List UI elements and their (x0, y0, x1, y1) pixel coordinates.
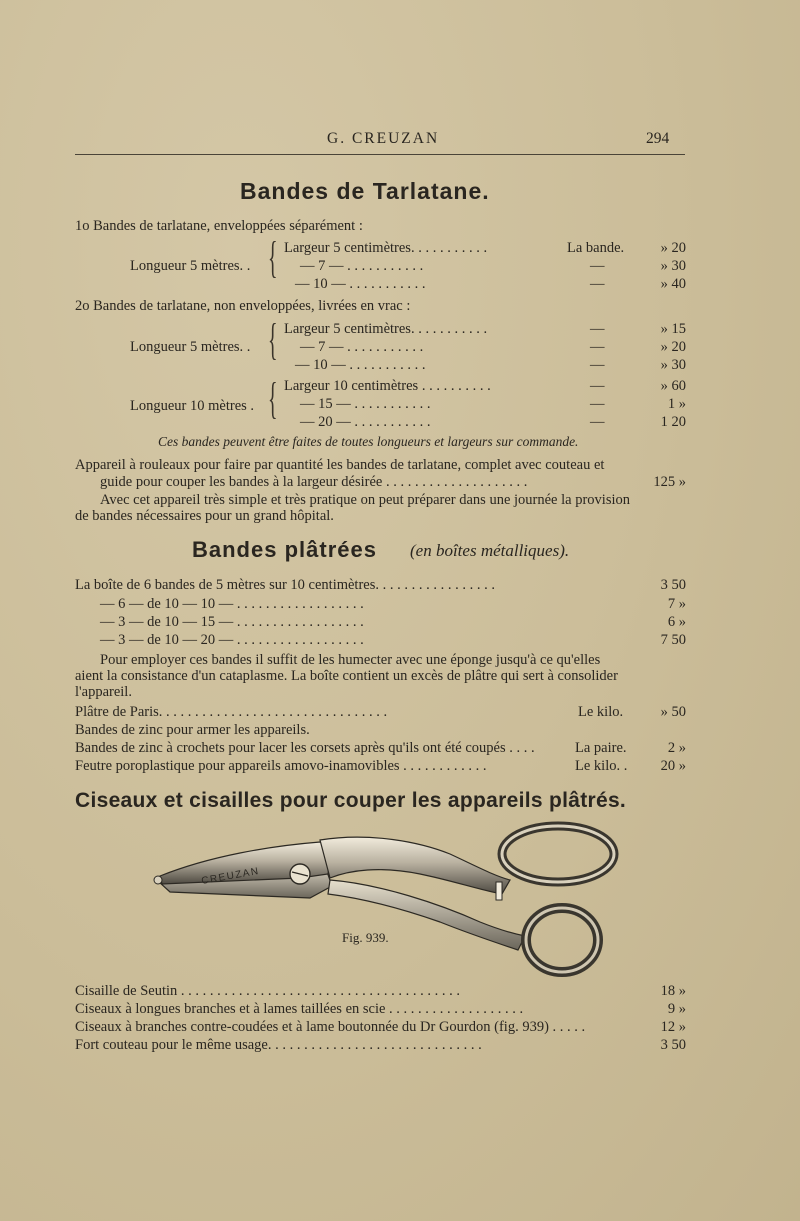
platrees-row: — 3 — de 10 — 15 — . . . . . . . . . . . . . . . . . . (100, 614, 364, 630)
header-rule (75, 154, 685, 155)
item-price: » 50 (660, 704, 686, 720)
row-desc: Largeur 5 centimètres. . . . . . . . . . . (284, 321, 488, 337)
row-desc: — 20 — . . . . . . . . . . . (300, 414, 431, 430)
row-unit: — (590, 258, 605, 274)
row-price: » 20 (660, 339, 686, 355)
row-unit: La bande. (567, 240, 625, 256)
row-price: 1 20 (660, 414, 686, 430)
item-desc: Bandes de zinc à crochets pour lacer les corsets après qu'ils ont été coupés . . . . (75, 740, 535, 756)
platrees-price: 7 50 (660, 632, 686, 648)
row-price: » 30 (660, 258, 686, 274)
platrees-para-line1: Pour employer ces bandes il suffit de les humecter avec une éponge jusqu'à ce qu'elles (100, 652, 601, 668)
ciseaux-price: 3 50 (660, 1037, 686, 1053)
ciseaux-price: 9 » (667, 1001, 686, 1017)
ciseaux-item: Cisaille de Seutin . . . . . . . . . . . . . . . . . . . . . . . . . . . . . . . . . . . . . . . (75, 983, 461, 999)
row-price: » 60 (660, 378, 686, 394)
row-desc: — 10 — . . . . . . . . . . . (295, 357, 426, 373)
appareil-para-line1: Avec cet appareil très simple et très pratique on peut préparer dans une journée la provision (100, 492, 630, 508)
item-desc: Plâtre de Paris. . . . . . . . . . . . . . . . . . . . . . . . . . . . . . . . (75, 704, 388, 720)
ciseaux-price: 18 » (660, 983, 686, 999)
row-unit: — (590, 396, 605, 412)
row-desc: Largeur 5 centimètres. . . . . . . . . . . (284, 240, 488, 256)
ciseaux-price: 12 » (660, 1019, 686, 1035)
group-label-2: Longueur 5 mètres. . (130, 339, 251, 355)
platrees-price: 6 » (667, 614, 686, 630)
item-price: 20 » (660, 758, 686, 774)
row-desc: — 7 — . . . . . . . . . . . (300, 339, 424, 355)
platrees-para-line3: l'appareil. (75, 684, 132, 700)
brace-3: { (268, 374, 278, 423)
row-unit: — (590, 414, 605, 430)
item-desc: Bandes de zinc pour armer les appareils. (75, 722, 310, 738)
platrees-price: 3 50 (660, 577, 686, 593)
section-title-platrees: Bandes plâtrées (192, 537, 377, 562)
scissors-illustration (150, 818, 620, 988)
subsection-heading-2: 2o Bandes de tarlatane, non enveloppées, livrées en vrac : (75, 298, 411, 314)
section-title-tarlatane: Bandes de Tarlatane. (240, 178, 490, 204)
row-unit: — (590, 339, 605, 355)
row-unit: — (590, 276, 605, 292)
row-desc: — 7 — . . . . . . . . . . . (300, 258, 424, 274)
row-unit: — (590, 321, 605, 337)
running-header-author: G. CREUZAN (327, 130, 440, 147)
italic-note: Ces bandes peuvent être faites de toutes longueurs et largeurs sur commande. (158, 434, 579, 449)
platrees-para-line2: aient la consistance d'un cataplasme. La boîte contient un excès de plâtre qui sert à consolider (75, 668, 618, 684)
appareil-line1: Appareil à rouleaux pour faire par quantité les bandes de tarlatane, complet avec couteau et (75, 457, 605, 473)
platrees-row: La boîte de 6 bandes de 5 mètres sur 10 centimètres. . . . . . . . . . . . . . . . . (75, 577, 495, 593)
group-label-3: Longueur 10 mètres . (130, 398, 255, 414)
row-price: » 20 (660, 240, 686, 256)
row-price: 1 » (667, 396, 686, 412)
platrees-price: 7 » (667, 596, 686, 612)
page-number: 294 (646, 130, 670, 147)
figure-caption: Fig. 939. (342, 930, 389, 945)
ciseaux-item: Fort couteau pour le même usage. . . . . . . . . . . . . . . . . . . . . . . . . . . . . . (75, 1037, 482, 1053)
group-label-1: Longueur 5 mètres. . (130, 258, 251, 274)
ciseaux-item: Ciseaux à longues branches et à lames taillées en scie . . . . . . . . . . . . . . . . . . . (75, 1001, 524, 1017)
appareil-para-line2: de bandes nécessaires pour un grand hôpital. (75, 508, 334, 524)
row-desc: — 10 — . . . . . . . . . . . (295, 276, 426, 292)
row-unit: — (590, 357, 605, 373)
item-unit: La paire. (575, 740, 627, 756)
item-unit: Le kilo. (578, 704, 624, 720)
section-subtitle-platrees: (en boîtes métalliques). (410, 541, 570, 560)
item-desc: Feutre poroplastique pour appareils amovo-inamovibles . . . . . . . . . . . . (75, 758, 487, 774)
subsection-heading-1: 1o Bandes de tarlatane, enveloppées séparément : (75, 218, 363, 234)
platrees-row: — 6 — de 10 — 10 — . . . . . . . . . . . . . . . . . . (100, 596, 364, 612)
item-unit: Le kilo. . (575, 758, 628, 774)
ciseaux-item: Ciseaux à branches contre-coudées et à lame boutonnée du Dr Gourdon (fig. 939) . . . . . (75, 1019, 586, 1035)
section-title-ciseaux: Ciseaux et cisailles pour couper les appareils plâtrés. (75, 789, 627, 812)
row-desc: Largeur 10 centimètres . . . . . . . . . . (284, 378, 491, 394)
scissors-engraving: CREUZAN (200, 865, 261, 887)
row-desc: — 15 — . . . . . . . . . . . (300, 396, 431, 412)
appareil-line2: guide pour couper les bandes à la largeur désirée . . . . . . . . . . . . . . . . . . . . (100, 474, 528, 490)
row-price: » 15 (660, 321, 686, 337)
brace-2: { (268, 315, 278, 364)
row-price: » 40 (660, 276, 686, 292)
appareil-price: 125 » (653, 474, 686, 490)
platrees-row: — 3 — de 10 — 20 — . . . . . . . . . . . . . . . . . . (100, 632, 364, 648)
brace-1: { (268, 233, 278, 282)
row-price: » 30 (660, 357, 686, 373)
row-unit: — (590, 378, 605, 394)
item-price: 2 » (667, 740, 686, 756)
